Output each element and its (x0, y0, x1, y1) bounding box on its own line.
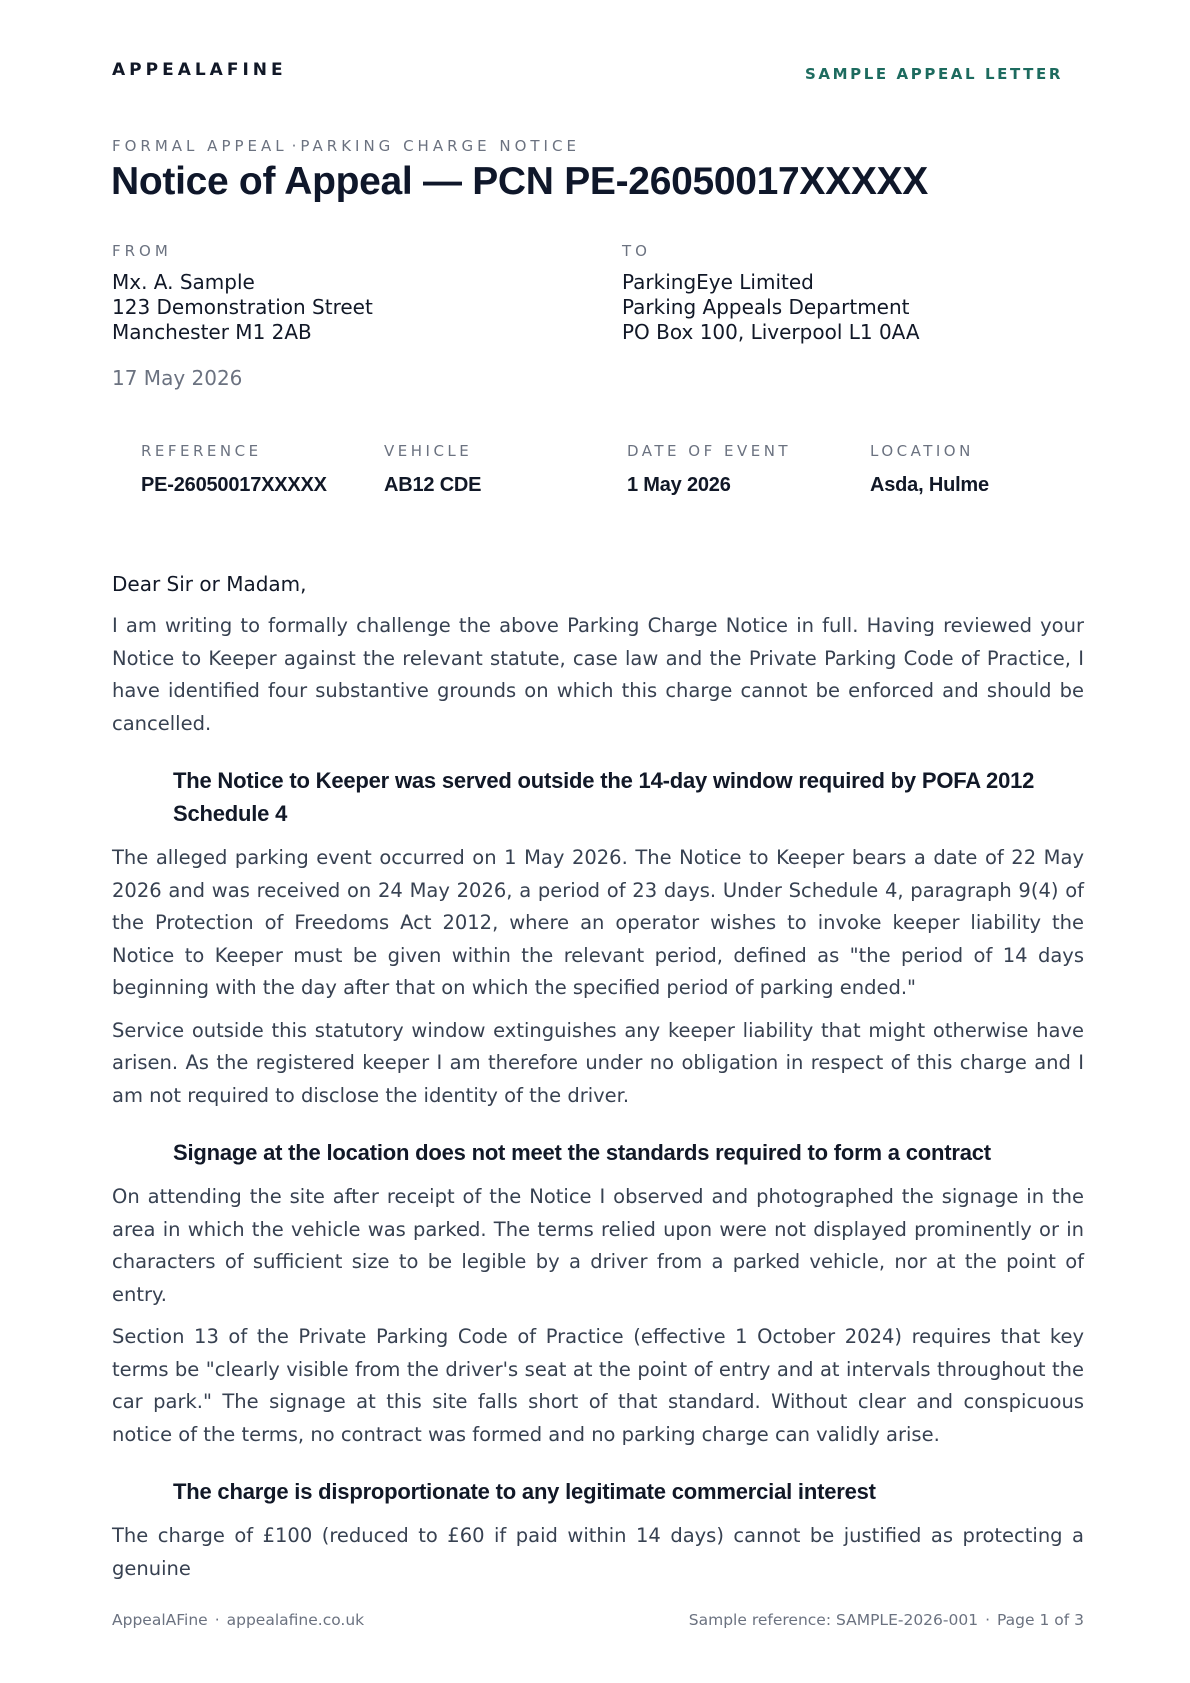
eyebrow-label (112, 137, 580, 155)
footer-page-number: Page 1 of 3 (997, 1611, 1084, 1629)
from-line: Mx. A. Sample (112, 270, 255, 294)
page-title: Notice of Appeal — PCN PE-26050017XXXXX (111, 160, 928, 203)
from-line: 123 Demonstration Street (112, 295, 373, 319)
ground-paragraph: The alleged parking event occurred on 1 May 2026. The Notice to Keeper bears a date of 22 May 2026 and was received on 24 May 2026, a period of 23 days. Under Schedule 4, paragraph 9(4) of the Protection of Freedoms Act 2012, where an operator wishes to invoke keeper liability the Notice to Keeper must be given within the relevant period, defined as "the period of 14 days beginning with the day after that on which the specified period of parking ended." (112, 846, 1084, 999)
fact-label: REFERENCE (141, 442, 262, 460)
from-label: FROM (112, 242, 172, 260)
to-line: Parking Appeals Department (622, 295, 910, 319)
letter-date: 17 May 2026 (112, 366, 243, 390)
fact-value: 1 May 2026 (627, 474, 731, 496)
ground-paragraph: The charge of £100 (reduced to £60 if paid within 14 days) cannot be justified as protecting a genuine (112, 1524, 1084, 1580)
footer-site-name: AppealAFine (112, 1611, 208, 1629)
fact-reference (141, 442, 327, 497)
letter-body (112, 572, 1084, 1595)
to-label: TO (622, 242, 651, 260)
ground-paragraph: On attending the site after receipt of the Notice I observed and photographed the signage in the area in which the vehicle was parked. The terms relied upon were not displayed prominently or in characters of sufficient size to be legible by a driver from a parked vehicle, nor at the point of entry. (112, 1185, 1084, 1306)
footer-right (689, 1611, 1084, 1629)
fact-location (870, 442, 989, 497)
ground-paragraph: Service outside this statutory window extinguishes any keeper liability that might otherwise have arisen. As the registered keeper I am therefore under no obligation in respect of this charge and I am not required to disclose the identity of the driver. (112, 1018, 1084, 1107)
fact-label: VEHICLE (384, 442, 473, 460)
footer-site-url: appealafine.co.uk (226, 1611, 365, 1629)
fact-label: DATE OF EVENT (627, 442, 792, 460)
eyebrow-part-1: FORMAL APPEAL (112, 137, 288, 155)
to-address-block (622, 242, 920, 345)
ground-heading: The charge is disproportionate to any legitimate commercial interest (173, 1479, 876, 1504)
eyebrow-part-2: PARKING CHARGE NOTICE (300, 137, 580, 155)
to-line: ParkingEye Limited (622, 270, 814, 294)
from-address-block (112, 242, 373, 345)
brand-logo: APPEALAFINE (112, 60, 287, 80)
ground-paragraph: Section 13 of the Private Parking Code of Practice (effective 1 October 2024) requires that key terms be "clearly visible from the driver's seat at the point of entry and at intervals throughout the car park." The signage at this site falls short of that standard. Without clear and conspicuous notice of the terms, no contract was formed and no parking charge can validly arise. (112, 1325, 1084, 1446)
intro-paragraph: I am writing to formally challenge the above Parking Charge Notice in full. Having reviewed your Notice to Keeper against the relevant statute, case law and the Private Parking Code of Practice, I have identified four substantive grounds on which this charge cannot be enforced and should be cancelled. (112, 614, 1084, 735)
salutation: Dear Sir or Madam, (112, 572, 307, 596)
fact-value: AB12 CDE (384, 474, 482, 496)
footer-sample-reference: Sample reference: SAMPLE-2026-001 (688, 1611, 979, 1629)
fact-value: Asda, Hulme (870, 474, 989, 496)
fact-date-of-event (627, 442, 791, 497)
footer-separator: · (214, 1611, 220, 1629)
fact-value: PE-26050017XXXXX (141, 474, 327, 496)
footer-separator: · (985, 1611, 991, 1629)
from-line: Manchester M1 2AB (112, 320, 312, 344)
document-type-label: SAMPLE APPEAL LETTER (804, 65, 1063, 83)
fact-label: LOCATION (870, 442, 974, 460)
to-line: PO Box 100, Liverpool L1 0AA (622, 320, 920, 344)
fact-vehicle (384, 442, 481, 497)
ground-heading: Signage at the location does not meet the standards required to form a contract (173, 1140, 991, 1165)
ground-heading: The Notice to Keeper was served outside the 14-day window required by POFA 2012 Schedule 4 (173, 768, 1035, 826)
eyebrow-separator: · (291, 137, 297, 155)
footer-left (112, 1611, 364, 1629)
